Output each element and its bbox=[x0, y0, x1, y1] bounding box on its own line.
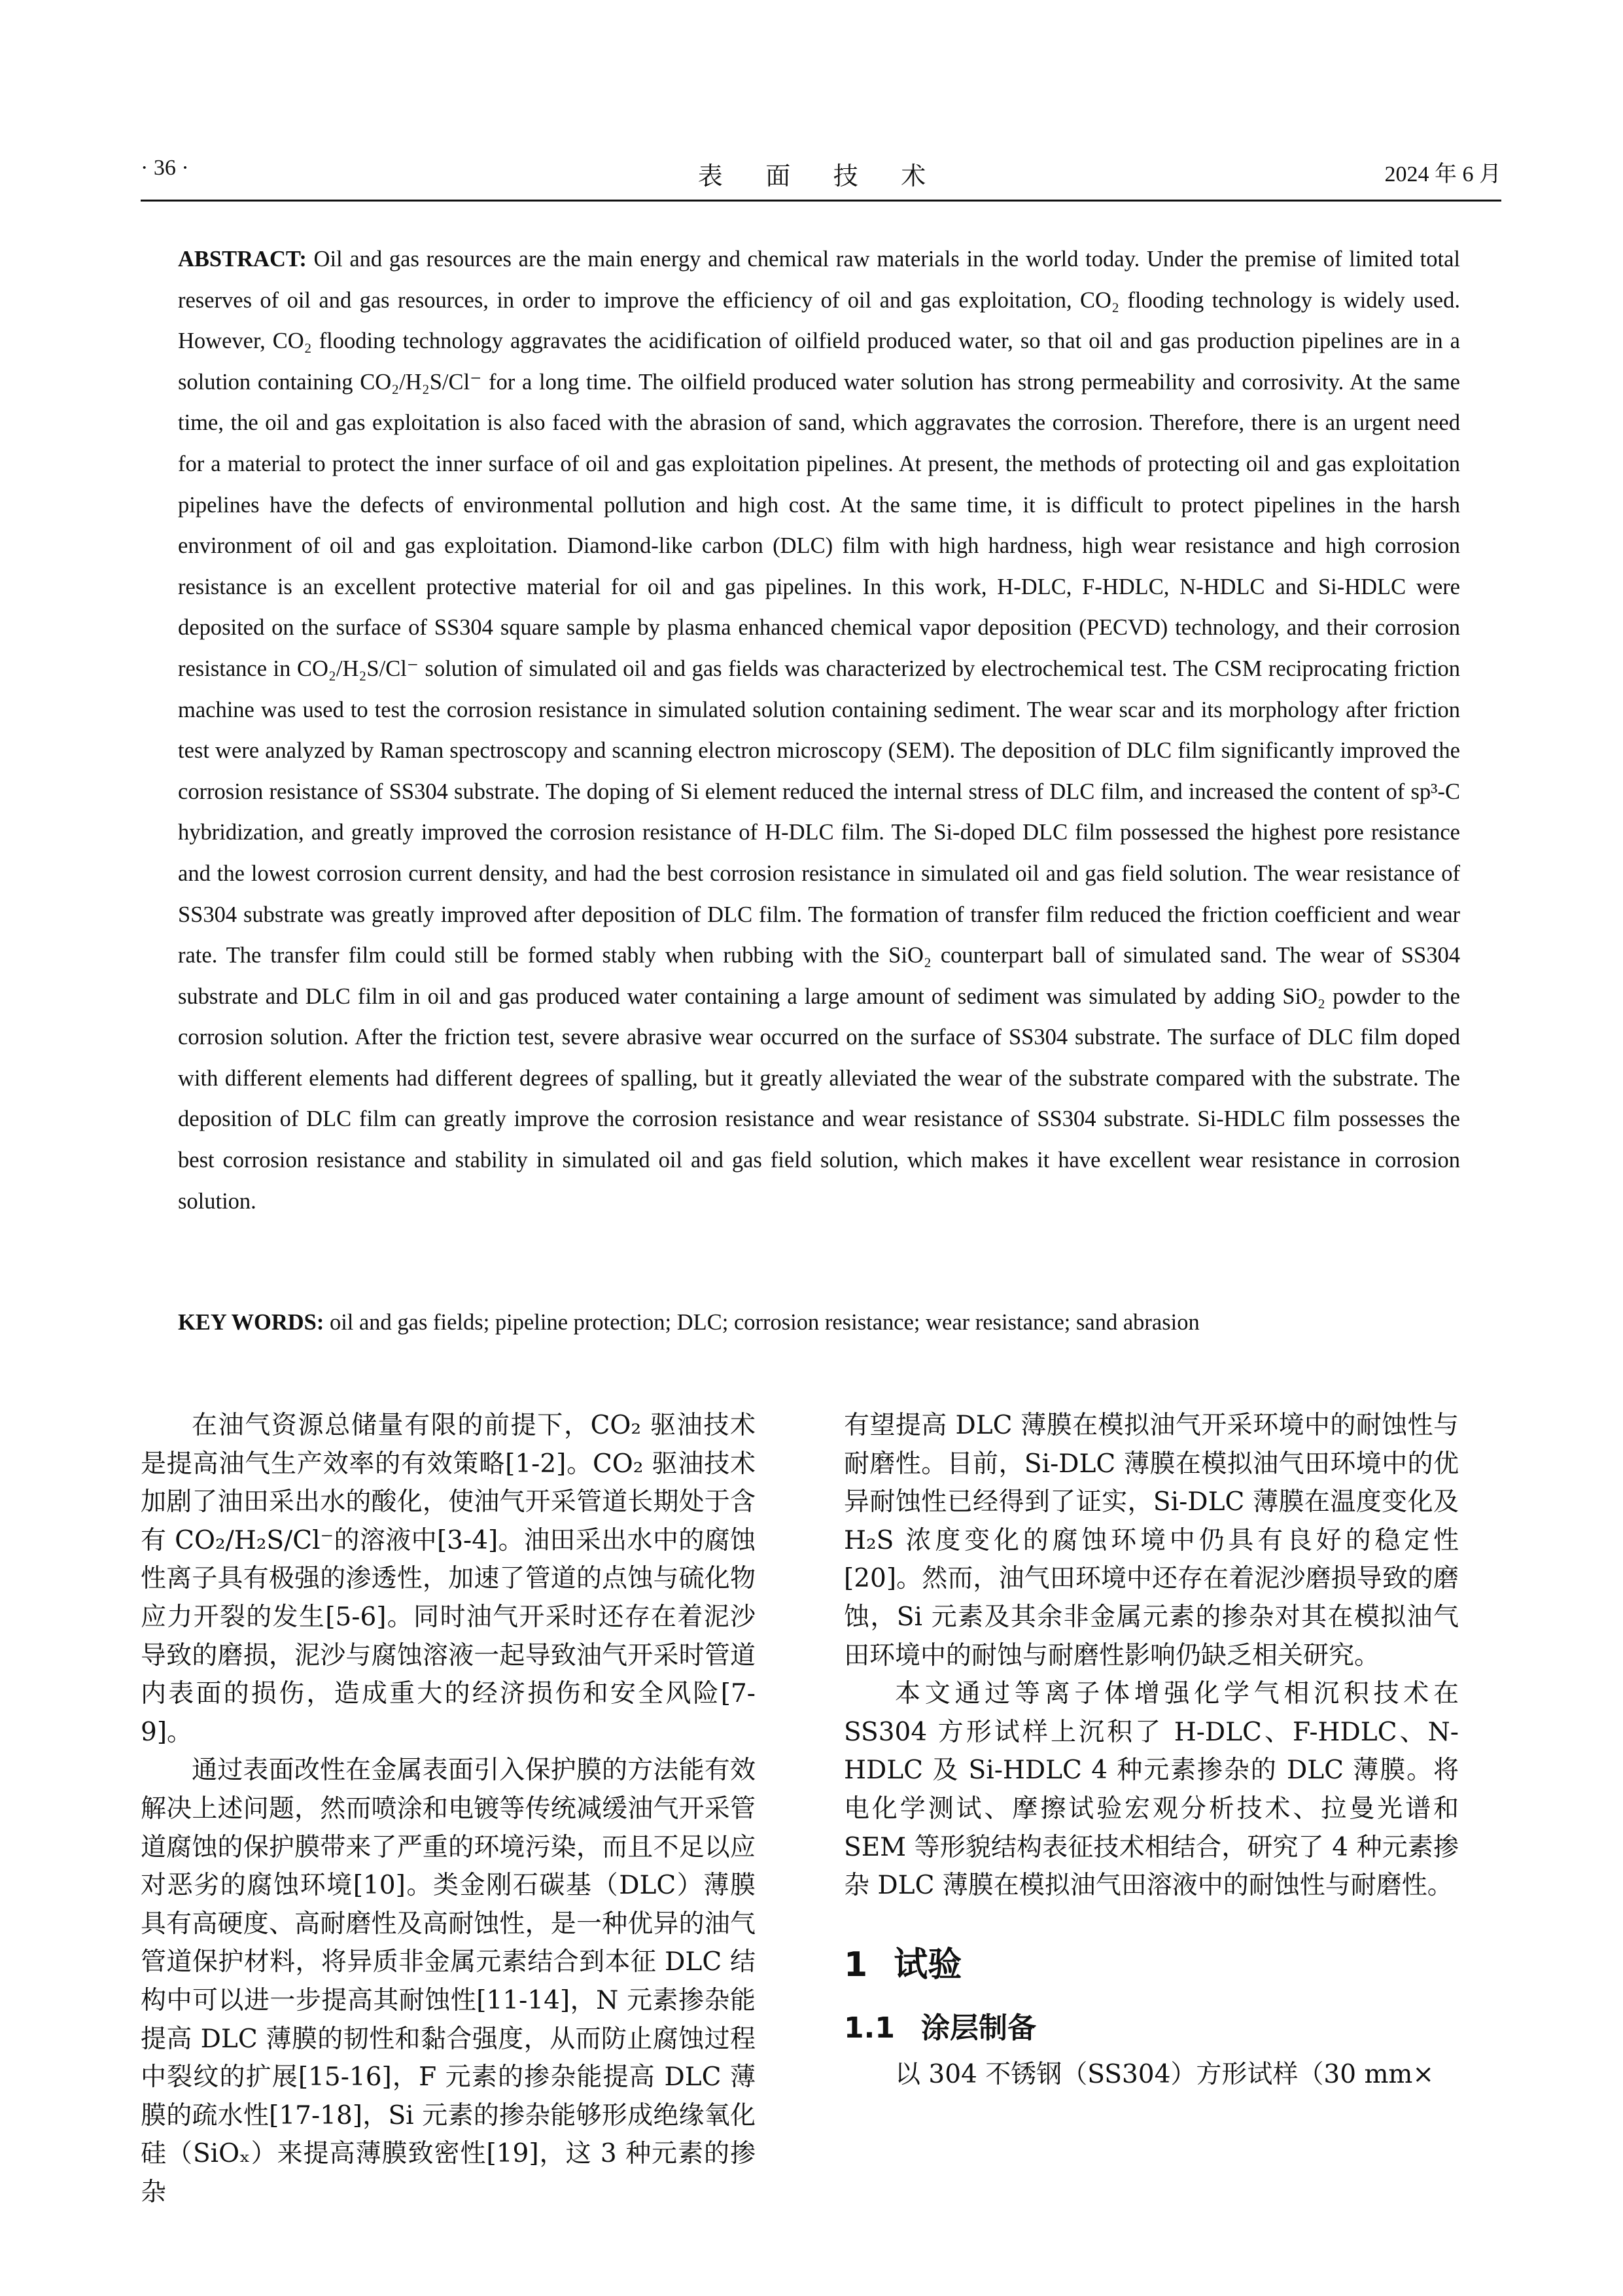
section-heading bbox=[844, 1942, 1459, 1988]
keywords-text: oil and gas fields; pipeline protection; DLC; corrosion resistance; wear resistance; sand abrasion bbox=[324, 1310, 1200, 1335]
issue-date: 2024 年 6 月 bbox=[1384, 162, 1501, 186]
journal-name: 表 面 技 术 bbox=[697, 163, 945, 190]
subsection-title: 涂层制备 bbox=[920, 2011, 1036, 2045]
subsection-heading bbox=[844, 2007, 1459, 2049]
page-header bbox=[141, 156, 1501, 195]
paragraph-intro-2: 通过表面改性在金属表面引入保护膜的方法能有效解决上述问题，然而喷涂和电镀等传统减缓油气开采管道腐蚀的保护膜带来了严重的环境污染，而且不足以应对恶劣的腐蚀环境[10]。类金刚石碳基（DLC）薄膜具有高硬度、高耐磨性及高耐蚀性，是一种优异的油气管道保护材料，将异质非金属元素结合到本征 DLC 结构中可以进一步提高其耐蚀性[11-14]，N 元素掺杂能提高 DLC 薄膜的韧性和黏合强度，从而防止腐蚀过程中裂纹的扩展[15-16]，F 元素的掺杂能提高 DLC 薄膜的疏水性[17-18]，Si 元素的掺杂能够形成绝缘氧化硅（SiOₓ）来提高薄膜致密性[19]，这 3 种元素的掺杂 bbox=[141, 1756, 756, 2207]
abstract-label: ABSTRACT: bbox=[178, 247, 307, 272]
page-number: · 36 · bbox=[141, 156, 189, 180]
header-rule bbox=[141, 200, 1501, 202]
paragraph-method-1: 以 304 不锈钢（SS304）方形试样（30 mm× bbox=[895, 2059, 1435, 2089]
paragraph-intro-1: 在油气资源总储量有限的前提下，CO₂ 驱油技术是提高油气生产效率的有效策略[1-2]。CO₂ 驱油技术加剧了油田采出水的酸化，使油气开采管道长期处于含有 CO₂/H₂S/Cl⁻的溶液中[3-4]。油田采出水中的腐蚀性离子具有极强的渗透性，加速了管道的点蚀与硫化物应力开裂的发生[5-6]。同时油气开采时还存在着泥沙导致的磨损，泥沙与腐蚀溶液一起导致油气开采时管道内表面的损伤，造成重大的经济损伤和安全风险[7-9]。 bbox=[141, 1411, 756, 1747]
paragraph-intro-3: 本文通过等离子体增强化学气相沉积技术在 SS304 方形试样上沉积了 H-DLC、F-HDLC、N-HDLC 及 Si-HDLC 4 种元素掺杂的 DLC 薄膜。将电化学测试、摩擦试验宏观分析技术、拉曼光谱和 SEM 等形貌结构表征技术相结合，研究了 4 种元素掺杂 DLC 薄膜在模拟油气田溶液中的耐蚀性与耐磨性。 bbox=[844, 1679, 1459, 1901]
keywords-label: KEY WORDS: bbox=[178, 1310, 324, 1335]
left-column bbox=[141, 1407, 756, 2212]
section-number: 1 bbox=[844, 1945, 868, 1985]
keywords bbox=[178, 1302, 1460, 1343]
subsection-number: 1.1 bbox=[844, 2011, 895, 2045]
abstract bbox=[178, 239, 1460, 1222]
abstract-text: Oil and gas resources are the main energy and chemical raw materials in the world today. Under the premise of limited total reserves of oil and gas resources, in order to improve the efficiency of oil and gas exploitation, CO₂ flooding technology is widely used. However, CO₂ flooding technology aggravates the acidification of oilfield produced water, so that oil and gas production pipelines are in a solution containing CO₂/H₂S/Cl⁻ for a long time. The oilfield produced water solution has strong permeability and corrosivity. At the same time, the oil and gas exploitation is also faced with the abrasion of sand, which aggravates the corrosion. Therefore, there is an urgent need for a material to protect the inner surface of oil and gas exploitation pipelines. At present, the methods of protecting oil and gas exploitation pipelines have the defects of environmental pollution and high cost. At the same time, it is difficult to protect pipelines in the harsh environment of oil and gas exploitation. Diamond-like carbon (DLC) film with high hardness, high wear resistance and high corrosion resistance is an excellent protective material for oil and gas pipelines. In this work, H-DLC, F-HDLC, N-HDLC and Si-HDLC were deposited on the surface of SS304 square sample by plasma enhanced chemical vapor deposition (PECVD) technology, and their corrosion resistance in CO₂/H₂S/Cl⁻ solution of simulated oil and gas fields was characterized by electrochemical test. The CSM reciprocating friction machine was used to test the corrosion resistance in simulated solution containing sediment. The wear scar and its morphology after friction test were analyzed by Raman spectroscopy and scanning electron microscopy (SEM). The deposition of DLC film significantly improved the corrosion resistance of SS304 substrate. The doping of Si element reduced the internal stress of DLC film, and increased the content of sp³-C hybridization, and greatly improved the corrosion resistance of H-DLC film. The Si-doped DLC film possessed the highest pore resistance and the lowest corrosion current density, and had the best corrosion resistance in simulated oil and gas field solution. The wear resistance of SS304 substrate was greatly improved after deposition of DLC film. The formation of transfer film reduced the friction coefficient and wear rate. The transfer film could still be formed stably when rubbing with the SiO₂ counterpart ball of simulated sand. The wear of SS304 substrate and DLC film in oil and gas produced water containing a large amount of sediment was simulated by adding SiO₂ powder to the corrosion solution. After the friction test, severe abrasive wear occurred on the surface of SS304 substrate. The surface of DLC film doped with different elements had different degrees of spalling, but it greatly alleviated the wear of the substrate compared with the substrate. The deposition of DLC film can greatly improve the corrosion resistance and wear resistance of SS304 substrate. Si-HDLC film possesses the best corrosion resistance and stability in simulated oil and gas field solution, which makes it have excellent wear resistance in corrosion solution. bbox=[178, 247, 1460, 1214]
paragraph-intro-2-continued: 有望提高 DLC 薄膜在模拟油气开采环境中的耐蚀性与耐磨性。目前，Si-DLC 薄膜在模拟油气田环境中的优异耐蚀性已经得到了证实，Si-DLC 薄膜在温度变化及 H₂S 浓度变化的腐蚀环境中仍具有良好的稳定性[20]。然而，油气田环境中还存在着泥沙磨损导致的磨蚀，Si 元素及其余非金属元素的掺杂对其在模拟油气田环境中的耐蚀与耐磨性影响仍缺乏相关研究。 bbox=[844, 1411, 1459, 1670]
right-column bbox=[844, 1407, 1459, 2094]
section-title: 试验 bbox=[894, 1945, 962, 1985]
